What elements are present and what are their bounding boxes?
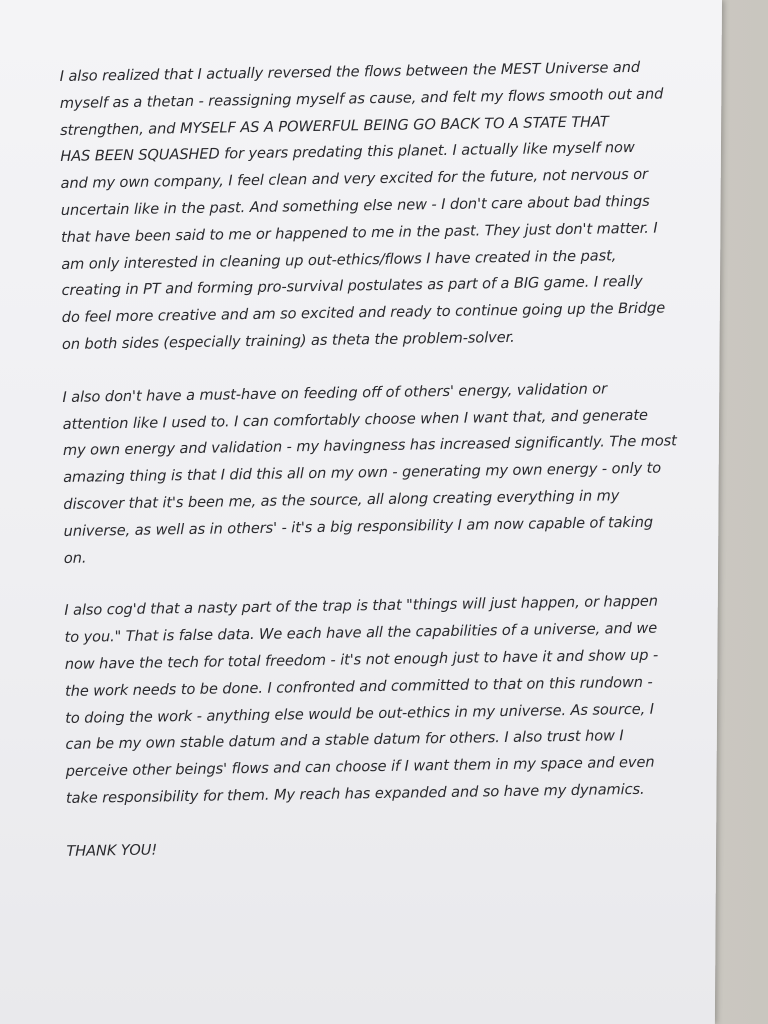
text-line: that have been said to me or happened to me in the past. They just don't matter. I <box>60 219 658 246</box>
text-line: HAS BEEN SQUASHED for years predating this planet. I actually like myself now <box>60 139 635 166</box>
text-line: my own energy and validation - my havingness has increased significantly. The most <box>62 432 677 460</box>
text-line: take responsibility for them. My reach has expanded and so have my dynamics. <box>65 780 645 807</box>
text-line: creating in PT and forming pro-survival postulates as part of a BIG game. I really <box>61 273 643 300</box>
text-line: do feel more creative and am so excited and ready to continue going up the Bridge <box>61 299 666 327</box>
text-line: I also don't have a must-have on feeding off of others' energy, validation or <box>62 380 608 406</box>
text-line: on. <box>63 549 87 567</box>
text-line: am only interested in cleaning up out-ethics/flows I have created in the past, <box>61 246 617 273</box>
text-line: uncertain like in the past. And something else new - I don't care about bad things <box>60 192 650 219</box>
text-line: discover that it's been me, as the source, all along creating everything in my <box>63 487 620 513</box>
paragraph-3 <box>64 589 678 813</box>
closing-thank-you: THANK YOU! <box>66 841 158 860</box>
text-line: I also realized that I actually reversed the flows between the MEST Universe and <box>59 58 641 85</box>
text-line: the work needs to be done. I confronted and committed to that on this rundown - <box>64 673 653 700</box>
text-line: to doing the work - anything else would be out-ethics in my universe. As source, I <box>65 700 654 727</box>
text-line: attention like I used to. I can comfortably choose when I want that, and generate <box>62 406 648 433</box>
paragraph-2 <box>62 375 676 572</box>
text-line: myself as a thetan - reassigning myself as cause, and felt my flows smooth out and <box>59 85 664 112</box>
text-line: perceive other beings' flows and can choose if I want them in my space and even <box>65 753 655 781</box>
text-line: can be my own stable datum and a stable datum for others. I also trust how I <box>65 727 624 754</box>
text-line: and my own company, I feel clean and very excited for the future, not nervous or <box>60 165 648 193</box>
text-line: on both sides (especially training) as theta the problem-solver. <box>61 328 515 353</box>
text-line: amazing thing is that I did this all on my own - generating my own energy - only to <box>63 459 662 487</box>
text-line: universe, as well as in others' - it's a big responsibility I am now capable of taking <box>63 513 654 540</box>
letter-body <box>60 54 679 865</box>
text-line: now have the tech for total freedom - it's not enough just to have it and show up - <box>64 646 659 673</box>
text-line: I also cog'd that a nasty part of the trap is that "things will just happen, or happen <box>64 592 658 620</box>
text-line: strengthen, and MYSELF AS A POWERFUL BEING GO BACK TO A STATE THAT <box>60 112 609 139</box>
text-line: to you." That is false data. We each have all the capabilities of a universe, and we <box>64 619 658 647</box>
paragraph-1 <box>60 54 675 358</box>
